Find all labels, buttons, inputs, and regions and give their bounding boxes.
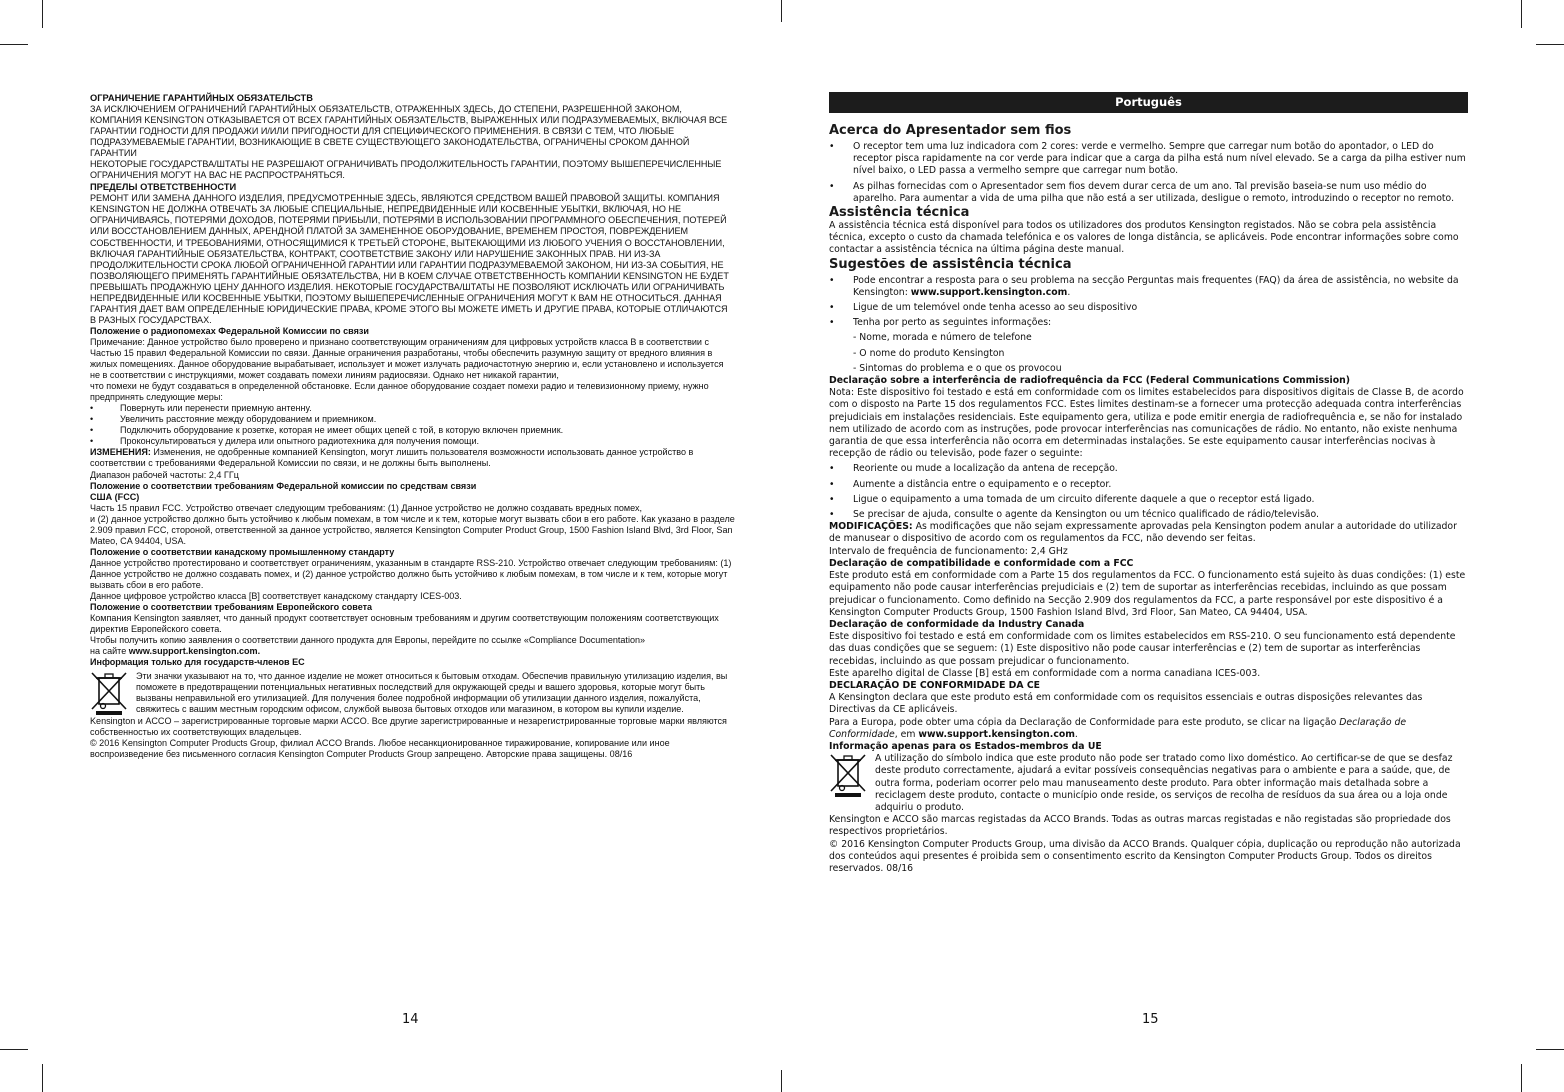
frequency-ru: Диапазон рабочей частоты: 2,4 ГГц <box>90 469 239 480</box>
list-item: • O receptor tem uma luz indicadora com 2 cores: verde e vermelho. Sempre que carregar num botão do apontador, o LED do receptor pisca rapidamente na cor verde para indicar que a carga da pilha está num nível elevado. Se a carga da pilha estiver num nível baixo, o LED passa a vermelho sempre que carregar num botão. <box>829 141 1468 178</box>
fcc-pt-text: Nota: Este dispositivo foi testado e está em conformidade com os limites estabelecidos para dispositivos digitais de Classe B, de acordo com o disposto na Parte 15 dos regulamentos FCC. Estes limites destinam-se a fornecer uma protecção adequada contra interferências prejudiciais em instalações residenciais. Este equipamento gera, utiliza e pode emitir energia de radiofrequência e, se não for instalado nem utilizado de acordo com as instruções, pode provocar interferências nas comunicações de rádio. No entanto, não existe nenhuma garantia de que essa interferência não ocorra em determinadas instalações. Se este equipamento causar interferências nocivas à recepção de rádio ou televisão, pode fazer o seguinte: <box>829 387 1464 460</box>
list-item: - Nome, morada e número de telefone <box>853 332 1032 344</box>
ce-pt-text-2: Para a Europa, pode obter uma cópia da Declaração de Conformidade para este produto, se clicar na ligação <box>829 716 1340 728</box>
page-number-left: 14 <box>402 1012 419 1027</box>
changes-paragraph <box>90 447 736 469</box>
fcc-compliance-ru-heading: Положение о соответствии требованиям Федеральной комиссии по средствам связи <box>90 480 477 491</box>
support-link[interactable]: www.support.kensington.com <box>910 286 1068 298</box>
canada-pt-heading: Declaração de conformidade da Industry Canada <box>829 618 1085 630</box>
changes-text: Изменения, не одобренные компанией Kensington, могут лишить пользователя возможности использовать данное устройство в соответствии с требованиями Федеральной Комиссии по связи, и не должны быть выполнены. <box>90 447 694 469</box>
list-item <box>829 275 1468 299</box>
liability-text: РЕМОНТ ИЛИ ЗАМЕНА ДАННОГО ИЗДЕЛИЯ, ПРЕДУСМОТРЕННЫЕ ЗДЕСЬ, ЯВЛЯЮТСЯ СРЕДСТВОМ ВАШЕЙ ПРАВОВОЙ ЗАЩИТЫ. КОМПАНИЯ KENSINGTON НЕ ДОЛЖНА ОТВЕЧАТЬ ЗА ЛЮБЫЕ СПЕЦИАЛЬНЫЕ, НЕПРЕДВИДЕННЫЕ ИЛИ КОСВЕННЫЕ УБЫТКИ, ВКЛЮЧАЯ, НО НЕ ОГРАНИЧИВАЯСЬ, ПОТЕРЯМИ ДОХОДОВ, ПОТЕРЯМИ ПРИБЫЛИ, ПОТЕРЯМИ В ИСПОЛЬЗОВАНИИ ПРОГРАММНОГО ОБЕСПЕЧЕНИЯ, ПОТЕРЕЙ ИЛИ ВОССТАНОВЛЕНИЕМ ДАННЫХ, АРЕНДНОЙ ПЛАТОЙ ЗА ЗАМЕНЕННОЕ ОБОРУДОВАНИЕ, ВРЕМЕНЕМ ПРОСТОЯ, ПОВРЕЖДЕНИЕМ СОБСТВЕННОСТИ, И ТРЕБОВАНИЯМИ, ОТНОСЯЩИМИСЯ К ТРЕТЬЕЙ СТОРОНЕ, ВЫТЕКАЮЩИМИ ИЗ ЛЮБОГО УЧЕНИЯ О ВОССТАНОВЛЕНИИ, ВКЛЮЧАЯ ГАРАНТИЙНЫЕ ОБЯЗАТЕЛЬСТВА, КОНТРАКТ, СООТВЕТСТВИЕ ЗАКОНУ ИЛИ НАРУШЕНИЕ ЗАКОННЫХ ПРАВ. НИ ИЗ-ЗА ПРОДОЛЖИТЕЛЬНОСТИ СРОКА ЛЮБОЙ ОГРАНИЧЕННОЙ ГАРАНТИИ ИЛИ ГАРАНТИИ ПОДРАЗУМЕВАЕМОЙ ЗАКОНОМ, НИ ИЗ-ЗА СОБЫТИЯ, НЕ ПОЗВОЛЯЮЩЕГО ПРИМЕНЯТЬ ГАРАНТИЙНЫЕ ОБЯЗАТЕЛЬСТВА, НИ В КОЕМ СЛУЧАЕ ОТВЕТСТВЕННОСТЬ КОМПАНИИ KENSINGTON НЕ БУДЕТ ПРЕВЫШАТЬ ПРОДАЖНУЮ ЦЕНУ ДАННОГО ИЗДЕЛИЯ. НЕКОТОРЫЕ ГОСУДАРСТВА/ШТАТЫ НЕ ПОЗВОЛЯЮТ ИСКЛЮЧАТЬ ИЛИ ОГРАНИЧИВАТЬ НЕПРЕДВИДЕННЫЕ ИЛИ КОСВЕННЫЕ УБЫТКИ, ПОЭТОМУ ВЫШЕПЕРЕЧИСЛЕННЫЕ ОГРАНИЧЕНИЯ МОГУТ К ВАМ НЕ ОТНОСИТЬСЯ. ДАННАЯ ГАРАНТИЯ ДАЕТ ВАМ ОПРЕДЕЛЕННЫЕ ЮРИДИЧЕСКИЕ ПРАВА, КРОМЕ ЭТОГО ВЫ МОЖЕТЕ ИМЕТЬ И ДРУГИЕ ПРАВА, КОТОРЫЕ ОТЛИЧАЮТСЯ В РАЗНЫХ ГОСУДАРСТВАХ. <box>90 193 729 325</box>
crop-mark <box>1521 0 1522 28</box>
warranty-limit-heading: ОГРАНИЧЕНИЕ ГАРАНТИЙНЫХ ОБЯЗАТЕЛЬСТВ <box>90 93 313 103</box>
canada-pt-text-2: Este aparelho digital de Classe [B] está em conformidade com a norma canadiana ICES-003. <box>829 667 1261 679</box>
support-tips-list <box>829 275 1468 330</box>
compliance-pt-heading: Declaração de compatibilidade e conformidade com a FCC <box>829 557 1134 569</box>
page-right <box>829 92 1468 875</box>
support-link[interactable]: www.support.kensington.com <box>918 728 1075 740</box>
presenter-list <box>829 141 1468 205</box>
ce-ru-link-line <box>90 646 736 657</box>
tech-support-text: A assistência técnica está disponível para todos os utilizadores dos produtos Kensington registados. Não se cobra pela assistência técnica, excepto o custo da chamada telefónica e os valores de longa distância, se aplicáveis. Pode encontrar informações sobre como contactar a assistência técnica na última página deste manual. <box>829 220 1459 256</box>
crop-mark <box>1536 44 1564 45</box>
canada-ru-heading: Положение о соответствии канадскому промышленному стандарту <box>90 546 395 557</box>
weee-bin-icon <box>829 753 867 797</box>
modifications-label: MODIFICAÇÕES: <box>829 521 913 533</box>
canada-ru-text-2: Данное цифровое устройство класса [B] соответствует канадскому стандарту ICES-003. <box>90 591 462 602</box>
faq-text: Pode encontrar a resposta para o seu problema na secção Perguntas mais frequentes (FAQ) da área de assistência, no website da Kensington: <box>853 274 1459 298</box>
info-list <box>829 332 1468 375</box>
ce-pt-link-paragraph <box>829 717 1468 741</box>
eu-ru-heading: Информация только для государств-членов ЕС <box>90 657 305 668</box>
changes-label: ИЗМЕНЕНИЯ: <box>90 447 151 458</box>
weee-block-ru <box>90 671 736 715</box>
crop-mark <box>1521 1064 1522 1092</box>
list-item: • Ligue o equipamento a uma tomada de um circuito diferente daquele a que o receptor está ligado. <box>829 494 1468 506</box>
copyright-pt: © 2016 Kensington Computer Products Group, uma divisão da ACCO Brands. Qualquer cópia, duplicação ou reprodução não autorizada dos conteúdos aqui presentes é proibida sem o consentimento escrito da Kensington Computer Products Group. Todos os direitos reservados. 08/16 <box>829 838 1461 874</box>
ce-ru-link-prefix: на сайте <box>90 646 129 657</box>
eu-pt-text: A utilização do símbolo indica que este produto não pode ser tratado como lixo doméstico. Ao certificar-se de que se desfaz deste produto correctamente, ajudará a evitar possíveis consequências negativas para o ambiente e para a saúde, que, de outra forma, poderiam ocorrer pelo mau manuseamento deste produto. Para obter informação mais detalhada sobre a reciclagem deste produto, contacte o município onde reside, os serviços de recolha de resíduos da sua área ou a loja onde adquiriu o produto. <box>875 753 1453 813</box>
support-link[interactable]: www.support.kensington.com. <box>128 646 261 657</box>
trademarks-pt: Kensington e ACCO são marcas registadas da ACCO Brands. Todas as outras marcas registadas e não registadas são propriedade dos respectivos proprietários. <box>829 814 1451 838</box>
liability-heading: ПРЕДЕЛЫ ОТВЕТСТВЕННОСТИ <box>90 182 237 193</box>
frequency-pt: Intervalo de frequência de funcionamento: 2,4 GHz <box>829 545 1068 557</box>
weee-block-pt <box>829 753 1468 814</box>
ce-pt-heading: DECLARAÇÃO DE CONFORMIDADE DA CE <box>829 679 1040 691</box>
presenter-heading: Acerca do Apresentador sem fios <box>829 123 1072 138</box>
fcc-compliance-ru-text-2: и (2) данное устройство должно быть устойчиво к любым помехам, в том числе и к тем, которые могут вызвать сбои в его работе. Как указано в разделе 2.909 правил FCC, стороной, ответственной за данное устройство, является Kensington Computer Product Group, 1500 Fashion Island Blvd, 3rd Floor, San Mateo, CA 94404, USA. <box>90 513 735 546</box>
canada-pt-text: Este dispositivo foi testado e está em conformidade com os limites estabelecidos em RSS-210. O seu funcionamento está dependente das duas condições que se seguem: (1) Este dispositivo não pode causar interferências e (2) tem de suportar as interferências recebidas, incluindo as que possam prejudicar o funcionamento. <box>829 631 1456 667</box>
declaration-link[interactable]: Declaração de Conformidade <box>829 716 1407 740</box>
list-item: • Ligue de um telemóvel onde tenha acesso ao seu dispositivo <box>829 302 1468 314</box>
list-item: • Aumente a distância entre o equipamento e o receptor. <box>829 479 1468 491</box>
list-item: • Подключить оборудование к розетке, которая не имеет общих цепей с той, в которую включен приемник. <box>90 425 736 436</box>
fcc-ru-text: Примечание: Данное устройство было проверено и признано соответствующим ограничениям для цифровых устройств класса B в соответствии с Частью 15 правил Федеральной Комиссии по связи. Данные ограничения разработаны, чтобы обеспечить разумную защиту от вредного влияния в жилых помещениях. Данное оборудование вырабатывает, использует и может излучать радиочастотную энергию и, если установлено и используется не в соответствии с инструкциями, может создавать помехи линиям радиосвязи. Однако нет никакой гарантии, <box>90 336 724 381</box>
list-item: • Tenha por perto as seguintes informações: <box>829 317 1468 329</box>
language-bar: Português <box>829 92 1468 113</box>
modifications-paragraph <box>829 521 1468 545</box>
list-item: • Повернуть или перенести приемную антенну. <box>90 403 736 414</box>
crop-mark <box>42 1064 43 1092</box>
ce-ru-text-2: Чтобы получить копию заявления о соответствии данного продукта для Европы, перейдите по ссылке «Compliance Documentation» <box>90 635 646 646</box>
fcc-compliance-ru-text: Часть 15 правил FCC. Устройство отвечает следующим требованиям: (1) Данное устройство не должно создавать вредных помех, <box>90 502 643 513</box>
page-left <box>90 92 736 760</box>
ce-ru-heading: Положение о соответствии требованиям Европейского совета <box>90 602 373 613</box>
list-item: • Reoriente ou mude a localização da antena de recepção. <box>829 463 1468 475</box>
warranty-limit-text: ЗА ИСКЛЮЧЕНИЕМ ОГРАНИЧЕНИЙ ГАРАНТИЙНЫХ ОБЯЗАТЕЛЬСТВ, ОТРАЖЕННЫХ ЗДЕСЬ, ДО СТЕПЕНИ, РАЗРЕШЕННОЙ ЗАКОНОМ, КОМПАНИЯ KENSINGTON ОТКАЗЫВАЕТСЯ ОТ ВСЕХ ГАРАНТИЙНЫХ ОБЯЗАТЕЛЬСТВ, ВЫРАЖЕННЫХ ИЛИ ПОДРАЗУМЕВАЕМЫХ, ВКЛЮЧАЯ ВСЕ ГАРАНТИИ ГОДНОСТИ ДЛЯ ПРОДАЖИ И/ИЛИ ПРИГОДНОСТИ ДЛЯ СПЕЦИФИЧЕСКОГО ПРИМЕНЕНИЯ. В СВЯЗИ С ТЕМ, ЧТО ЛЮБЫЕ ПОДРАЗУМЕВАЕМЫЕ ГАРАНТИИ, ВОЗНИКАЮЩИЕ В СВЕТЕ СУЩЕСТВУЮЩЕГО ЗАКОНОДАТЕЛЬСТВА, ОГРАНИЧЕНЫ СРОКОМ ДАННОЙ ГАРАНТИИ <box>90 104 728 159</box>
support-tips-heading: Sugestões de assistência técnica <box>829 256 1072 272</box>
ce-pt-text: A Kensington declara que este produto está em conformidade com os requisitos essenciais e outras disposições relevantes das Directivas da CE aplicáveis. <box>829 692 1423 716</box>
faq-text-end: . <box>1067 286 1071 298</box>
crop-mark <box>781 1070 782 1092</box>
weee-bin-icon <box>90 671 128 715</box>
canada-ru-text: Данное устройство протестировано и соответствует ограничениям, указанным в стандарте RSS-210. Устройство отвечает следующим требованиям: (1) Данное устройство не должно создавать помех, и (2) данное устройство должно быть устойчиво к любым помехам, в том числе и к тем, которые могут вызвать сбои в его работе. <box>90 557 732 590</box>
compliance-pt-text: Este produto está em conformidade com a Parte 15 dos regulamentos da FCC. O funcionamento está sujeito às duas condições: (1) este equipamento não pode causar interferências prejudiciais e (2) tem de suportar as interferências recebidas, incluindo as que possam prejudicar o funcionamento. Como definido na Secção 2.909 dos regulamentos da FCC, a parte responsável por este dispositivo é a Kensington Computer Products Group, 1500 Fashion Island Blvd, 3rd Floor, San Mateo, CA 94404, USA. <box>829 570 1466 618</box>
fcc-compliance-ru-heading-2: США (FCC) <box>90 491 140 502</box>
warranty-limit-note: НЕКОТОРЫЕ ГОСУДАРСТВА/ШТАТЫ НЕ РАЗРЕШАЮТ ОГРАНИЧИВАТЬ ПРОДОЛЖИТЕЛЬНОСТЬ ГАРАНТИИ, ПОЭТОМУ ВЫШЕПЕРЕЧИСЛЕННЫЕ ОГРАНИЧЕНИЯ МОГУТ НА ВАС НЕ РАСПРОСТРАНЯТЬСЯ. <box>90 159 722 181</box>
fcc-ru-text-2: что помехи не будут создаваться в определенной обстановке. Если данное оборудование создает помехи радио и телевизионному приему, нужно предпринять следующие меры: <box>90 381 709 403</box>
trademarks-ru: Kensington и ACCO – зарегистрированные торговые марки ACCO. Все другие зарегистрированные и незарегистрированные торговые марки являются собственностью их соответствующих владельцев. <box>90 715 727 737</box>
copyright-ru: © 2016 Kensington Computer Products Group, филиал ACCO Brands. Любое несанкционированное тиражирование, копирование или иное воспроизведение без письменного согласия Kensington Computer Products Group запрещено. Авторские права защищены. 08/16 <box>90 737 670 759</box>
list-item: • Увеличить расстояние между оборудованием и приемником. <box>90 414 736 425</box>
fcc-pt-list <box>829 463 1468 521</box>
ce-pt-sep: , em <box>894 728 919 740</box>
modifications-text: As modificações que não sejam expressamente aprovadas pela Kensington podem anular a autoridade do utilizador de manusear o dispositivo de acordo com os regulamentos da FCC, não devendo ser feitas. <box>829 521 1457 545</box>
eu-pt-heading: Informação apenas para os Estados-membros da UE <box>829 740 1102 752</box>
crop-mark <box>0 44 28 45</box>
crop-mark <box>1536 1049 1564 1050</box>
fcc-ru-heading: Положение о радиопомехах Федеральной Комиссии по связи <box>90 325 369 336</box>
fcc-ru-list <box>90 403 736 447</box>
list-item: • Se precisar de ajuda, consulte o agente da Kensington ou um técnico qualificado de rádio/televisão. <box>829 509 1468 521</box>
crop-mark <box>42 0 43 28</box>
crop-mark <box>781 0 782 22</box>
eu-ru-text: Эти значки указывают на то, что данное изделие не может относиться к бытовым отходам. Обеспечив правильную утилизацию изделия, вы поможете в предотвращении потенциальных негативных последствий для окружающей среды и вашего здоровья, которые могут быть вызваны неправильной его утилизацией. Для получения более подробной информации об утилизации данного изделия, пожалуйста, свяжитесь с вашим местным городским офисом, службой вывоза бытовых отходов или магазином, в котором вы купили изделие. <box>136 671 728 715</box>
list-item: - Sintomas do problema e o que os provocou <box>853 362 1062 374</box>
list-item: • Проконсультироваться у дилера или опытного радиотехника для получения помощи. <box>90 436 736 447</box>
ce-ru-text: Компания Kensington заявляет, что данный продукт соответствует основным требованиям и другим соответствующим положениям соответствующих директив Европейского совета. <box>90 613 719 635</box>
tech-support-heading: Assistência técnica <box>829 205 970 221</box>
list-item: • As pilhas fornecidas com o Apresentador sem fios devem durar cerca de um ano. Tal previsão baseia-se num uso médio do aparelho. Para aumentar a vida de uma pilha que não está a ser utilizada, desligue o remoto, introduzindo o receptor no remoto. <box>829 181 1468 205</box>
page-number-right: 15 <box>1142 1012 1159 1027</box>
list-item: - O nome do produto Kensington <box>853 347 1005 359</box>
crop-mark <box>0 1049 28 1050</box>
fcc-pt-heading: Declaração sobre a interferência de radiofrequência da FCC (Federal Communications Commission) <box>829 375 1350 387</box>
ce-pt-end: . <box>1074 728 1078 740</box>
